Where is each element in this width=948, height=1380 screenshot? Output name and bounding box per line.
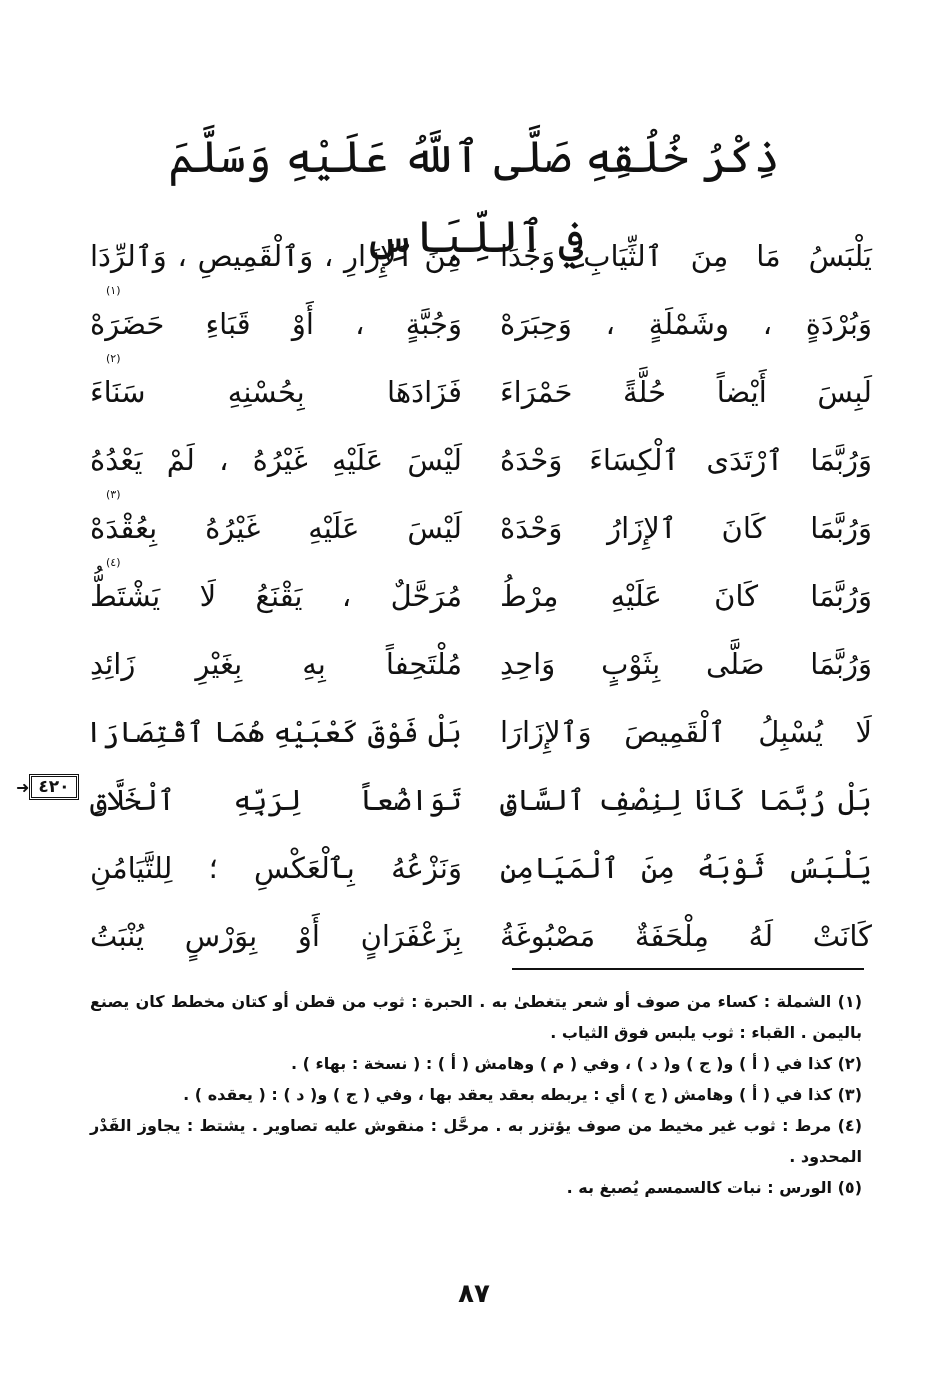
footnote-marker: (١)	[106, 284, 121, 297]
verse-row	[90, 352, 872, 426]
verse-right-hemistich: يَلْبَسُ مَا مِنَ ٱلثِّيَابِ وَجَدَا	[500, 239, 872, 273]
verse-right-hemistich: لَبِسَ أَيْضاً حُلَّةً حَمْرَاءَ	[500, 375, 872, 409]
verse-row	[90, 488, 872, 562]
verse-left-hemistich: لَيْسَ عَلَيْهِ غَيْرُهُ ، لَمْ يَعْدُهُ	[90, 443, 462, 477]
verse-number-marker	[14, 774, 79, 800]
verse-row	[90, 556, 872, 630]
verse-row	[90, 630, 872, 698]
verse-left-hemistich: لَيْسَ عَلَيْهِ غَيْرُهُ بِعُقْدَهْ	[90, 511, 462, 545]
footnotes	[90, 986, 862, 1203]
verse-left-hemistich: تَوَاضُعاً لِرَبِّهِ ٱلْخَلَّاقِ	[90, 783, 462, 817]
footnote-4: (٤) مرط : ثوب غير مخيط من صوف يؤتزر به . مرحَّل : منقوش عليه تصاوير . يشتط : يجاوز القَدْر المحدود .	[90, 1116, 862, 1166]
verse-left-hemistich: فَزَادَهَا بِحُسْنِهِ سَنَاءَ	[90, 375, 462, 409]
verse-left-hemistich: مُلْتَحِفاً بِهِ بِغَيْرِ زَائِدِ	[90, 647, 462, 681]
footnote-marker: (٤)	[106, 556, 121, 569]
verse-left-hemistich: بَلْ فَوْقَ كَعْبَيْهِ هُمَا ٱقْتِصَارَا	[85, 715, 462, 749]
poem	[85, 222, 872, 970]
verse-right-hemistich: بَلْ رُبَّمَا كَانَا لِنِصْفِ ٱلسَّاقِ	[500, 783, 872, 817]
verse-left-hemistich: مُرَحَّلٌ ، يَقْنَعُ لَا يَشْتَطُّ	[90, 579, 462, 613]
verse-left-hemistich: مِنَ ٱلإِزَارِ ، وَٱلْقَمِيصِ ، وَٱلرِّدَا	[90, 239, 462, 273]
footnote-marker: (٢)	[106, 352, 121, 365]
page-title: ذِكْرُ خُلُقِهِ صَلَّى ٱللَّهُ عَلَيْهِ وَسَلَّمَ فِي ٱللِّبَاسِ	[168, 132, 780, 263]
verse-row	[90, 426, 872, 494]
footnote-1: (١) الشملة : كساء من صوف أو شعر يتغطىٰ به . الحبرة : ثوب من قطن أو كتان مخطط كان يصنع باليمن . القباء : ثوب يلبس فوق الثياب .	[90, 992, 862, 1042]
arrow-right-icon: ➜	[16, 777, 30, 797]
verse-row	[90, 902, 872, 970]
verse-row	[90, 834, 872, 902]
verse-right-hemistich: وَرُبَّمَا كَانَ عَلَيْهِ مِرْطُ	[500, 579, 872, 613]
verse-left-hemistich: وَنَزْعُهُ بِٱلْعَكْسِ ؛ لِلتَّيَامُنِ	[90, 851, 462, 885]
footnote-2: (٢) كذا في ( أ ) و( ج ) و( د ) ، وفي ( م ) وهامش ( أ ) : ( نسخة : بهاء ) .	[291, 1054, 862, 1073]
verse-row	[90, 222, 872, 290]
verse-right-hemistich: وَبُرْدَةٍ ، وشَمْلَةٍ ، وَحِبَرَهْ	[500, 307, 872, 341]
verse-right-hemistich: وَرُبَّمَا كَانَ ٱلإِزَارُ وَحْدَهْ	[500, 511, 872, 545]
verse-row	[90, 284, 872, 358]
footnote-5: (٥) الورس : نبات كالسمسم يُصبغ به .	[566, 1178, 862, 1197]
verse-right-hemistich: لَا يُسْبِلُ ٱلْقَمِيصَ وَٱلإِزَارَا	[500, 715, 872, 749]
verse-row	[85, 698, 872, 766]
footnote-separator	[512, 968, 864, 970]
verse-left-hemistich: بِزَعْفَرَانٍ أَوْ بِوَرْسٍ يُنْبَتُ	[90, 919, 462, 953]
verse-row	[90, 766, 872, 834]
verse-right-hemistich: يَلْبَسُ ثَوْبَهُ مِنَ ٱلْمَيَامِنِ	[500, 851, 872, 885]
verse-right-hemistich: كَانَتْ لَهُ مِلْحَفَةٌ مَصْبُوغَةُ	[500, 919, 872, 953]
footnote-marker: (٣)	[106, 488, 121, 501]
verse-number: ٤٢٠	[29, 774, 78, 800]
verse-right-hemistich: وَرُبَّمَا ٱرْتَدَى ٱلْكِسَاءَ وَحْدَهُ	[500, 443, 872, 477]
verse-right-hemistich: وَرُبَّمَا صَلَّى بِثَوْبٍ وَاحِدِ	[500, 647, 872, 681]
verse-left-hemistich: وَجُبَّةٍ ، أَوْ قَبَاءِ حَضَرَهْ	[90, 307, 462, 341]
page-number: ٨٧	[458, 1279, 490, 1309]
footnote-3: (٣) كذا في ( أ ) وهامش ( ج ) أي : يربطه بعقد يعقد بها ، وفي ( ج ) و( د ) : ( يعقده ) .	[183, 1085, 862, 1104]
